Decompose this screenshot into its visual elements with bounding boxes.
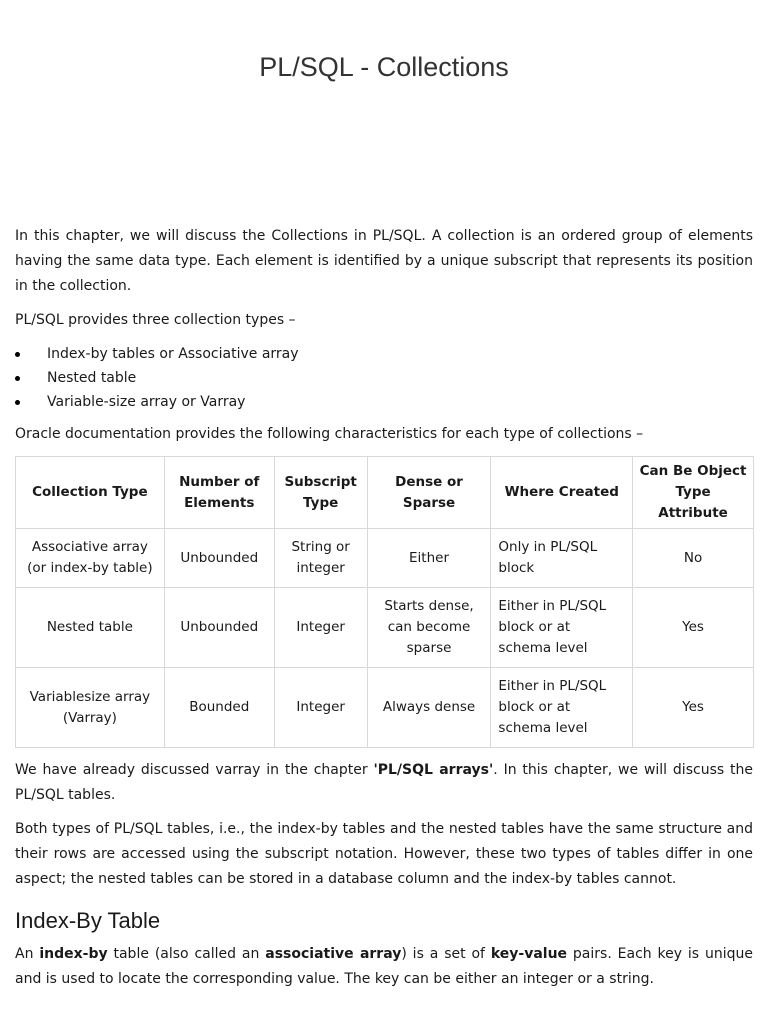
characteristics-table [15,456,754,748]
table-cell: Integer [274,588,367,668]
table-cell: Integer [274,668,367,748]
header-number-of-elements: Number of Elements [164,457,274,529]
table-cell: Either [367,529,491,588]
plsql-arrays-chapter-ref: 'PL/SQL arrays' [373,762,494,778]
header-subscript-type: Subscript Type [274,457,367,529]
varray-text-before: We have already discussed varray in the chapter [15,762,374,778]
bullet-icon [15,352,20,357]
list-item [15,390,753,414]
text-segment: ) is a set of [401,946,491,962]
table-cell: String or integer [274,529,367,588]
table-cell: Unbounded [164,529,274,588]
table-cell: Starts dense, can become sparse [367,588,491,668]
table-row [16,588,754,668]
list-item [15,342,753,366]
table-cell: Bounded [164,668,274,748]
table-cell: Always dense [367,668,491,748]
table-intro-paragraph: Oracle documentation provides the following characteristics for each type of collections – [15,426,644,442]
text-segment: An [15,946,40,962]
table-cell: Yes [633,588,754,668]
section-heading-index-by-table: Index-By Table [15,908,161,933]
term-associative-array: associative array [265,946,402,962]
table-cell: Associative array (or index-by table) [16,529,165,588]
intro-paragraph: In this chapter, we will discuss the Collections in PL/SQL. A collection is an ordered group of elements having the same data type. Each element is identified by a unique subscript that represents its position in the collection. [15,228,753,294]
table-cell: No [633,529,754,588]
table-row [16,529,754,588]
varray-paragraph [15,758,753,808]
varray-text-after: . In this chapter, we will discuss the PL/SQL tables. [15,762,753,803]
table-row [16,668,754,748]
table-cell: Variablesize array (Varray) [16,668,165,748]
table-cell: Unbounded [164,588,274,668]
table-cell: Only in PL/SQL block [491,529,633,588]
table-cell: Either in PL/SQL block or at schema level [491,588,633,668]
table-cell: Nested table [16,588,165,668]
term-index-by: index-by [39,946,108,962]
bullet-icon [15,400,20,405]
term-key-value: key-value [490,946,568,962]
types-intro-paragraph: PL/SQL provides three collection types – [15,312,296,328]
table-cell: Either in PL/SQL block or at schema level [491,668,633,748]
header-collection-type: Collection Type [16,457,165,529]
text-segment: table (also called an [107,946,266,962]
page-title: PL/SQL - Collections [259,52,509,82]
tables-paragraph: Both types of PL/SQL tables, i.e., the index-by tables and the nested tables have the same structure and their rows are accessed using the subscript notation. However, these two types of tables differ in one aspect; the nested tables can be stored in a database column and the index-by tables cannot. [15,821,753,887]
header-dense-or-sparse: Dense or Sparse [367,457,491,529]
collection-types-list [15,342,753,414]
list-item-text: Variable-size array or Varray [47,394,246,410]
table-header-row [16,457,754,529]
table-cell: Yes [633,668,754,748]
article-body [15,224,753,1001]
header-where-created: Where Created [491,457,633,529]
text-segment: pairs. Each key is unique and is used to locate the corresponding value. The key can be either an integer or a string. [15,946,753,987]
list-item-text: Index-by tables or Associative array [47,346,299,362]
list-item-text: Nested table [47,370,137,386]
header-object-type-attribute: Can Be Object Type Attribute [633,457,754,529]
bullet-icon [15,376,20,381]
list-item [15,366,753,390]
index-by-paragraph [15,942,753,992]
